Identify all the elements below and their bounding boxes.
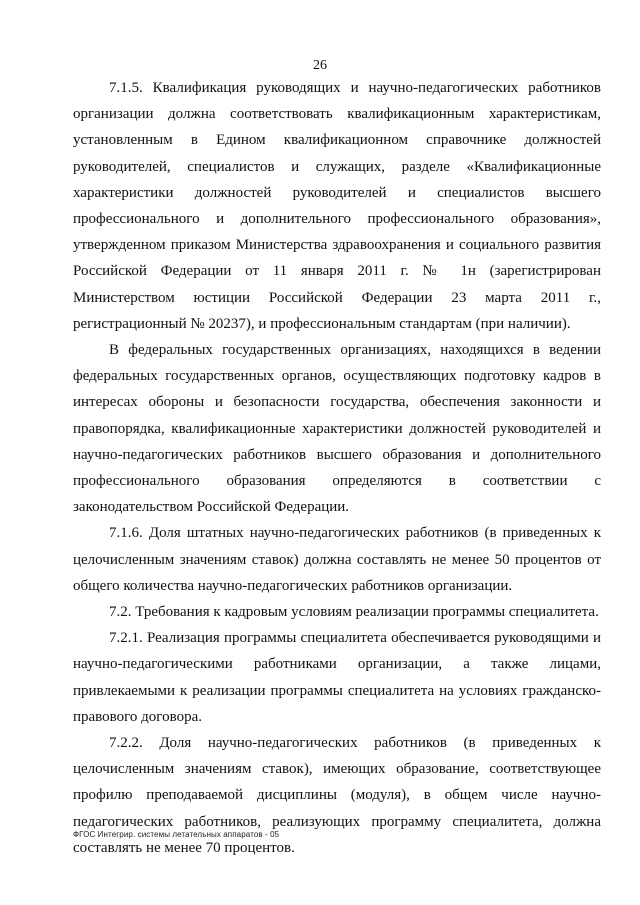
paragraph-7-1-5: 7.1.5. Квалификация руководящих и научно-педагогических работников организации должна соответствовать квалификационным характеристикам, установленным в Едином квалификационном справочнике должностей руководителей, специалистов и служащих, разделе «Квалификационные характеристики должностей руководителей и специалистов высшего профессионального и дополнительного профессионального образования», утвержденном приказом Министерства здравоохранения и социального развития Российской Федерации от 11 января 2011 г. № 1н (зарегистрирован Министерством юстиции Российской Федерации 23 марта 2011 г., регистрационный № 20237), и профессиональным стандартам (при наличии). (73, 80, 601, 332)
paragraph-7-2-1: 7.2.1. Реализация программы специалитета обеспечивается руководящими и научно-педагогическими работниками организации, а также лицами, привлекаемыми к реализации программы специалитета на условиях гражданско-правового договора. (73, 630, 601, 725)
document-body (73, 75, 601, 861)
paragraph-7-1-6: 7.1.6. Доля штатных научно-педагогических работников (в приведенных к целочисленным значениям ставок) должна составлять не менее 50 процентов от общего количества научно-педагогических работников организации. (73, 525, 601, 594)
paragraph-7-2: 7.2. Требования к кадровым условиям реализации программы специалитета. (109, 604, 599, 621)
page-number: 26 (313, 58, 327, 73)
page-footer: ФГОС Интегрир. системы летательных аппаратов - 05 (73, 830, 280, 839)
paragraph-7-2-2: 7.2.2. Доля научно-педагогических работников (в приведенных к целочисленным значениям ставок), имеющих образование, соответствующее профилю преподаваемой дисциплины (модуля), в общем числе научно-педагогических работников, реализующих программу специалитета, должна составлять не менее 70 процентов. (73, 735, 601, 856)
paragraph-federal-organizations: В федеральных государственных организациях, находящихся в ведении федеральных государственных органов, осуществляющих подготовку кадров в интересах обороны и безопасности государства, обеспечения законности и правопорядка, квалификационные характеристики должностей руководителей и научно-педагогических работников высшего образования и дополнительного профессионального образования определяются в соответствии с законодательством Российской Федерации. (73, 342, 601, 516)
